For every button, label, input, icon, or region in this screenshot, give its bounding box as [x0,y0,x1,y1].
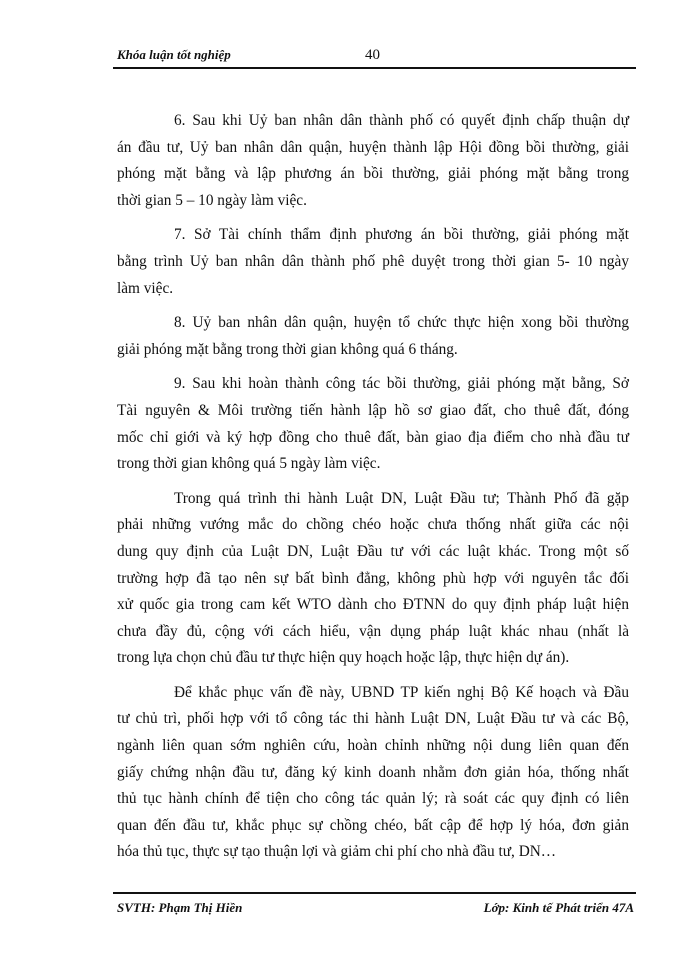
text-line: ngành liên quan sớm nghiên cứu, hoàn chỉnh những nội dung liên quan đến [117,737,629,755]
text-line: phải những vướng mắc do chồng chéo hoặc chưa thống nhất giữa các nội [117,516,629,534]
header-title: Khóa luận tốt nghiệp [117,47,231,62]
text-line: 8. Uỷ ban nhân dân quận, huyện tổ chức thực hiện xong bồi thường [174,314,629,332]
page-number: 40 [365,47,380,63]
text-line: trong lựa chọn chủ đầu tư thực hiện quy hoạch hoặc lập, thực hiện dự án). [117,649,570,667]
text-line: xử quốc gia trong cam kết WTO dành cho ĐTNN do quy định pháp luật hiện [117,596,629,614]
text-line: phóng mặt bằng và lập phương án bồi thường, giải phóng mặt bằng trong [117,165,629,183]
text-line: 6. Sau khi Uỷ ban nhân dân thành phố có quyết định chấp thuận dự [174,112,629,129]
text-line: giấy chứng nhận đầu tư, đăng ký kinh doanh nhằm đơn giản hóa, thống nhất [117,763,629,781]
paragraph-recommendation [117,680,629,866]
text-line: Để khắc phục vấn đề này, UBND TP kiến nghị Bộ Kế hoạch và Đầu [174,683,629,701]
text-line: thời gian 5 – 10 ngày làm việc. [117,191,307,209]
text-line: 7. Sở Tài chính thẩm định phương án bồi thường, giải phóng mặt [174,226,629,244]
paragraph-item-9 [117,371,629,477]
paragraph-implementation-issues [117,486,629,672]
text-line: dung quy định của Luật DN, Luật Đầu tư với các luật khác. Trong một số [117,542,629,560]
footer-student: SVTH: Phạm Thị Hiền [117,900,243,915]
text-line: trường hợp đã tạo nên sự bất bình đẳng, không phù hợp với nguyên tắc đối [117,569,629,587]
text-line: trong thời gian không quá 5 ngày làm việc. [117,455,381,473]
footer-class: Lớp: Kinh tế Phát triển 47A [483,900,634,915]
text-line: án đầu tư, Uỷ ban nhân dân quận, huyện thành lập Hội đồng bồi thường, giải [117,138,629,156]
text-line: Trong quá trình thi hành Luật DN, Luật Đầu tư; Thành Phố đã gặp [174,489,629,507]
text-line: quan đến đầu tư, khắc phục sự chồng chéo, bất cập để hợp lý hóa, đơn giản [117,816,629,834]
text-line: bằng trình Uỷ ban nhân dân thành phố phê duyệt trong thời gian 5- 10 ngày [117,252,629,270]
text-line: 9. Sau khi hoàn thành công tác bồi thường, giải phóng mặt bằng, Sở [174,375,629,393]
text-line: Tài nguyên & Môi trường tiến hành lập hồ sơ giao đất, cho thuê đất, đóng [117,401,629,419]
text-line: làm việc. [117,279,174,297]
paragraph-item-6 [117,108,629,214]
text-line: mốc chỉ giới và ký hợp đồng cho thuê đất, bàn giao địa điểm cho nhà đầu tư [117,428,629,446]
paragraph-item-8 [117,310,629,363]
footer-rule [113,892,636,894]
text-line: tư chủ trì, phối hợp với tổ công tác thi hành Luật DN, Luật Đầu tư và các Bộ, [117,710,629,728]
text-line: giải phóng mặt bằng trong thời gian không quá 6 tháng. [117,340,458,358]
body-text [117,108,629,866]
text-line: thủ tục hành chính để tiện cho công tác quản lý; rà soát các quy định có liên [117,790,629,808]
header-rule [113,67,636,69]
paragraph-item-7 [117,222,629,302]
text-line: chưa đầy đủ, cộng với cách hiểu, vận dụng pháp luật khác nhau (nhất là [117,622,629,640]
text-line: hóa thủ tục, thực sự tạo thuận lợi và giảm chi phí cho nhà đầu tư, DN… [117,843,557,861]
